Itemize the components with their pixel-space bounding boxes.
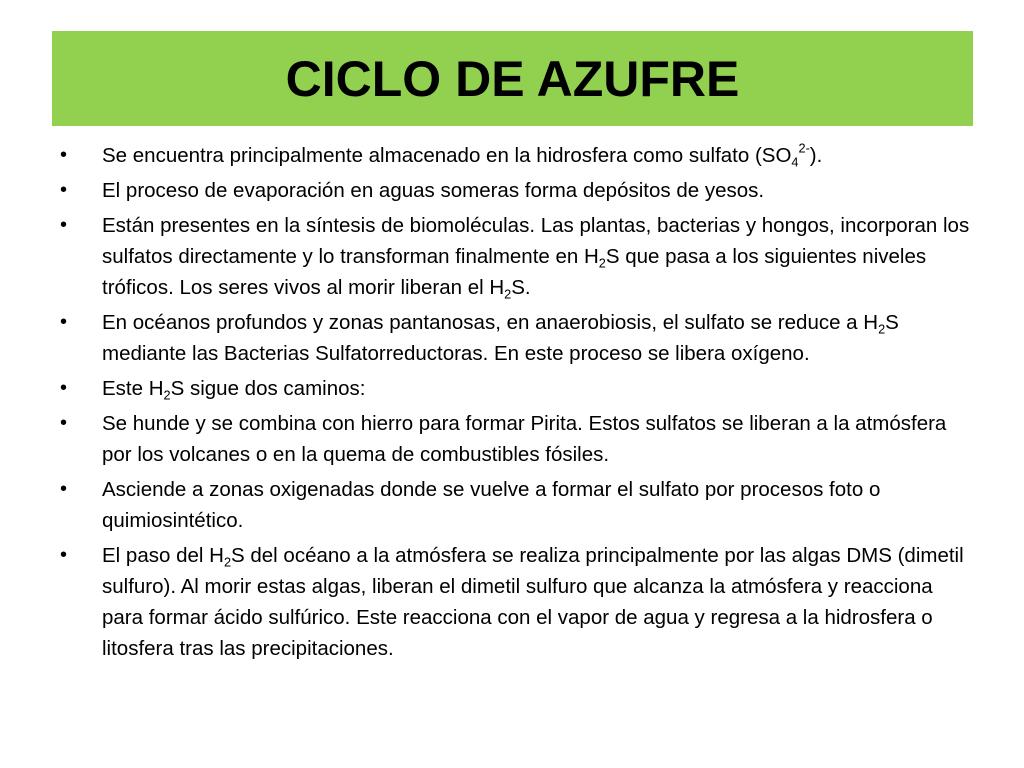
bullet-item-pyrite: • Se hunde y se combina con hierro para formar Pirita. Estos sulfatos se liberan a la atmósfera por los volcanes o en la quema de combustibles fósiles. — [60, 408, 970, 470]
bullet-item-evaporation: • El proceso de evaporación en aguas someras forma depósitos de yesos. — [60, 175, 970, 206]
bullet-icon: • — [60, 544, 68, 566]
bullet-icon: • — [60, 311, 68, 333]
bullet-item-biomolecules: • Están presentes en la síntesis de biomoléculas. Las plantas, bacterias y hongos, incorporan los sulfatos directamente y lo transforman finalmente en $H_2S$ que pasa a los siguientes niveles tróficos. Los seres vivos al morir liberan el $H_2S$. — [60, 210, 970, 303]
bullet-icon: • — [60, 412, 68, 434]
bullet-list — [60, 140, 970, 668]
bullet-icon: • — [60, 478, 68, 500]
bullet-item-anaerobiosis: • En océanos profundos y zonas pantanosas, en anaerobiosis, el sulfato se reduce a $H_2S$ mediante las Bacterias Sulfatorreductoras. En este proceso se libera oxígeno. — [60, 307, 970, 369]
bullet-item-sulfate-storage: • Se encuentra principalmente almacenado en la hidrosfera como sulfato $(SO_4^{2-})$. — [60, 140, 823, 170]
bullet-item-oxygenated-zones: • Asciende a zonas oxigenadas donde se vuelve a formar el sulfato por procesos foto o quimiosintético. — [60, 474, 970, 536]
title-bar — [52, 31, 973, 126]
bullet-icon: • — [60, 179, 68, 201]
bullet-item-dms-algae: • El paso del $H_2S$ del océano a la atmósfera se realiza principalmente por las algas DMS (dimetil sulfuro). Al morir estas algas, liberan el dimetil sulfuro que alcanza la atmósfera y reacciona para formar ácido sulfúrico. Este reacciona con el vapor de agua y regresa a la hidrosfera o litosfera tras las precipitaciones. — [60, 540, 970, 664]
bullet-icon: • — [60, 214, 68, 236]
slide-title: CICLO DE AZUFRE — [285, 50, 740, 107]
bullet-item-two-paths: • Este $H_2S$ sigue dos caminos: — [60, 373, 970, 404]
bullet-icon: • — [60, 377, 68, 399]
bullet-icon: • — [60, 144, 68, 166]
